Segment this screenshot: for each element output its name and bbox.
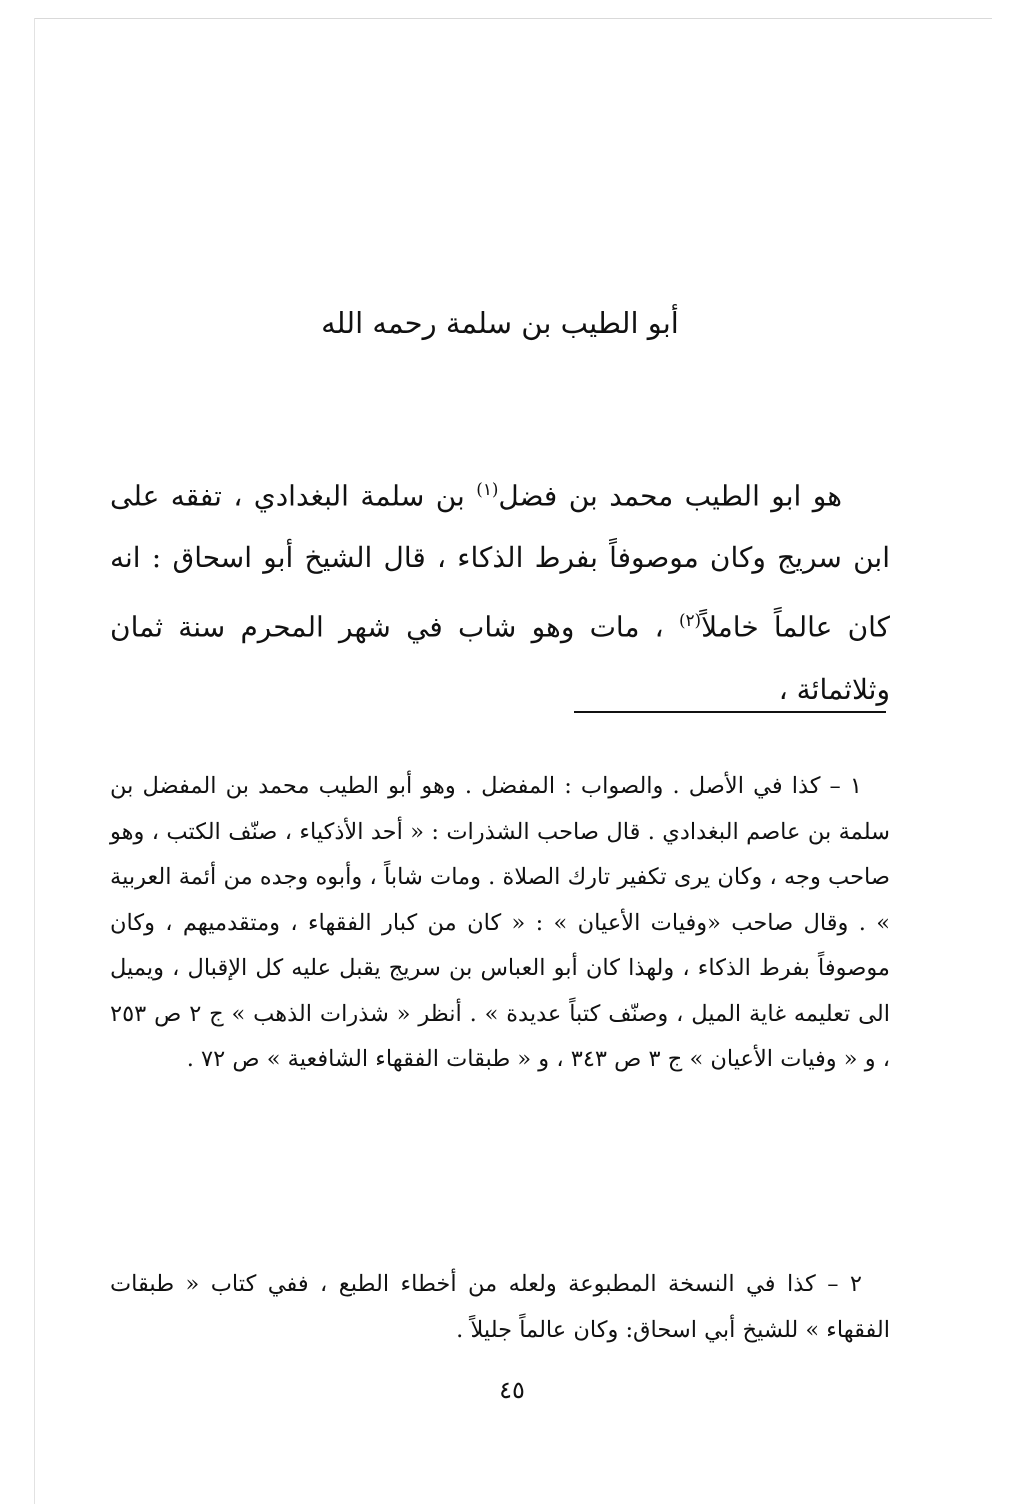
- body-text-part-2: بن سلمة البغدادي ، تفقه على ابن سريج وكان موصوفاً بفرط الذكاء ، قال الشيخ أبو اسحاق : انه كان عالماً خاملاً: [110, 479, 890, 644]
- page-edge-top: [34, 18, 992, 19]
- body-text-part-3: ، مات وهو شاب في شهر المحرم سنة ثمان وثلاثمائة ،: [110, 610, 890, 706]
- body-text-part-1: هو ابو الطيب محمد بن فضل: [498, 479, 842, 513]
- page-number: ٤٥: [499, 1376, 525, 1404]
- footnote-ref-1: (١): [476, 479, 499, 499]
- page-edge-left: [34, 18, 35, 1504]
- footnote-separator: [574, 711, 886, 713]
- main-paragraph: [110, 458, 890, 721]
- footnote-ref-2: (٢): [678, 610, 702, 631]
- chapter-title: أبو الطيب بن سلمة رحمه الله: [321, 306, 679, 340]
- footnote-1: [110, 764, 890, 1083]
- footnote-2: [110, 1262, 890, 1353]
- footnote-2-text: ٢ – كذا في النسخة المطبوعة ولعله من أخطاء الطبع ، ففي كتاب « طبقات الفقهاء » للشيخ أبي اسحاق: وكان عالماً جليلاً .: [110, 1271, 890, 1343]
- footnote-1-text: ١ – كذا في الأصل . والصواب : المفضل . وهو أبو الطيب محمد بن المفضل بن سلمة بن عاصم البغدادي . قال صاحب الشذرات : « أحد الأذكياء ، صنّف الكتب ، وهو صاحب وجه ، وكان يرى تكفير تارك الصلاة . ومات شاباً ، وأبوه وجده من أئمة العربية » . وقال صاحب «وفيات الأعيان » : « كان من كبار الفقهاء ، ومتقدميهم ، وكان موصوفاً بفرط الذكاء ، ولهذا كان أبو العباس بن سريج يقبل عليه كل الإقبال ، ويميل الى تعليمه غاية الميل ، وصنّف كتباً عديدة » . أنظر « شذرات الذهب » ج ٢ ص ٢٥٣ ، و « وفيات الأعيان » ج ٣ ص ٣٤٣ ، و « طبقات الفقهاء الشافعية » ص ٧٢ .: [110, 773, 890, 1072]
